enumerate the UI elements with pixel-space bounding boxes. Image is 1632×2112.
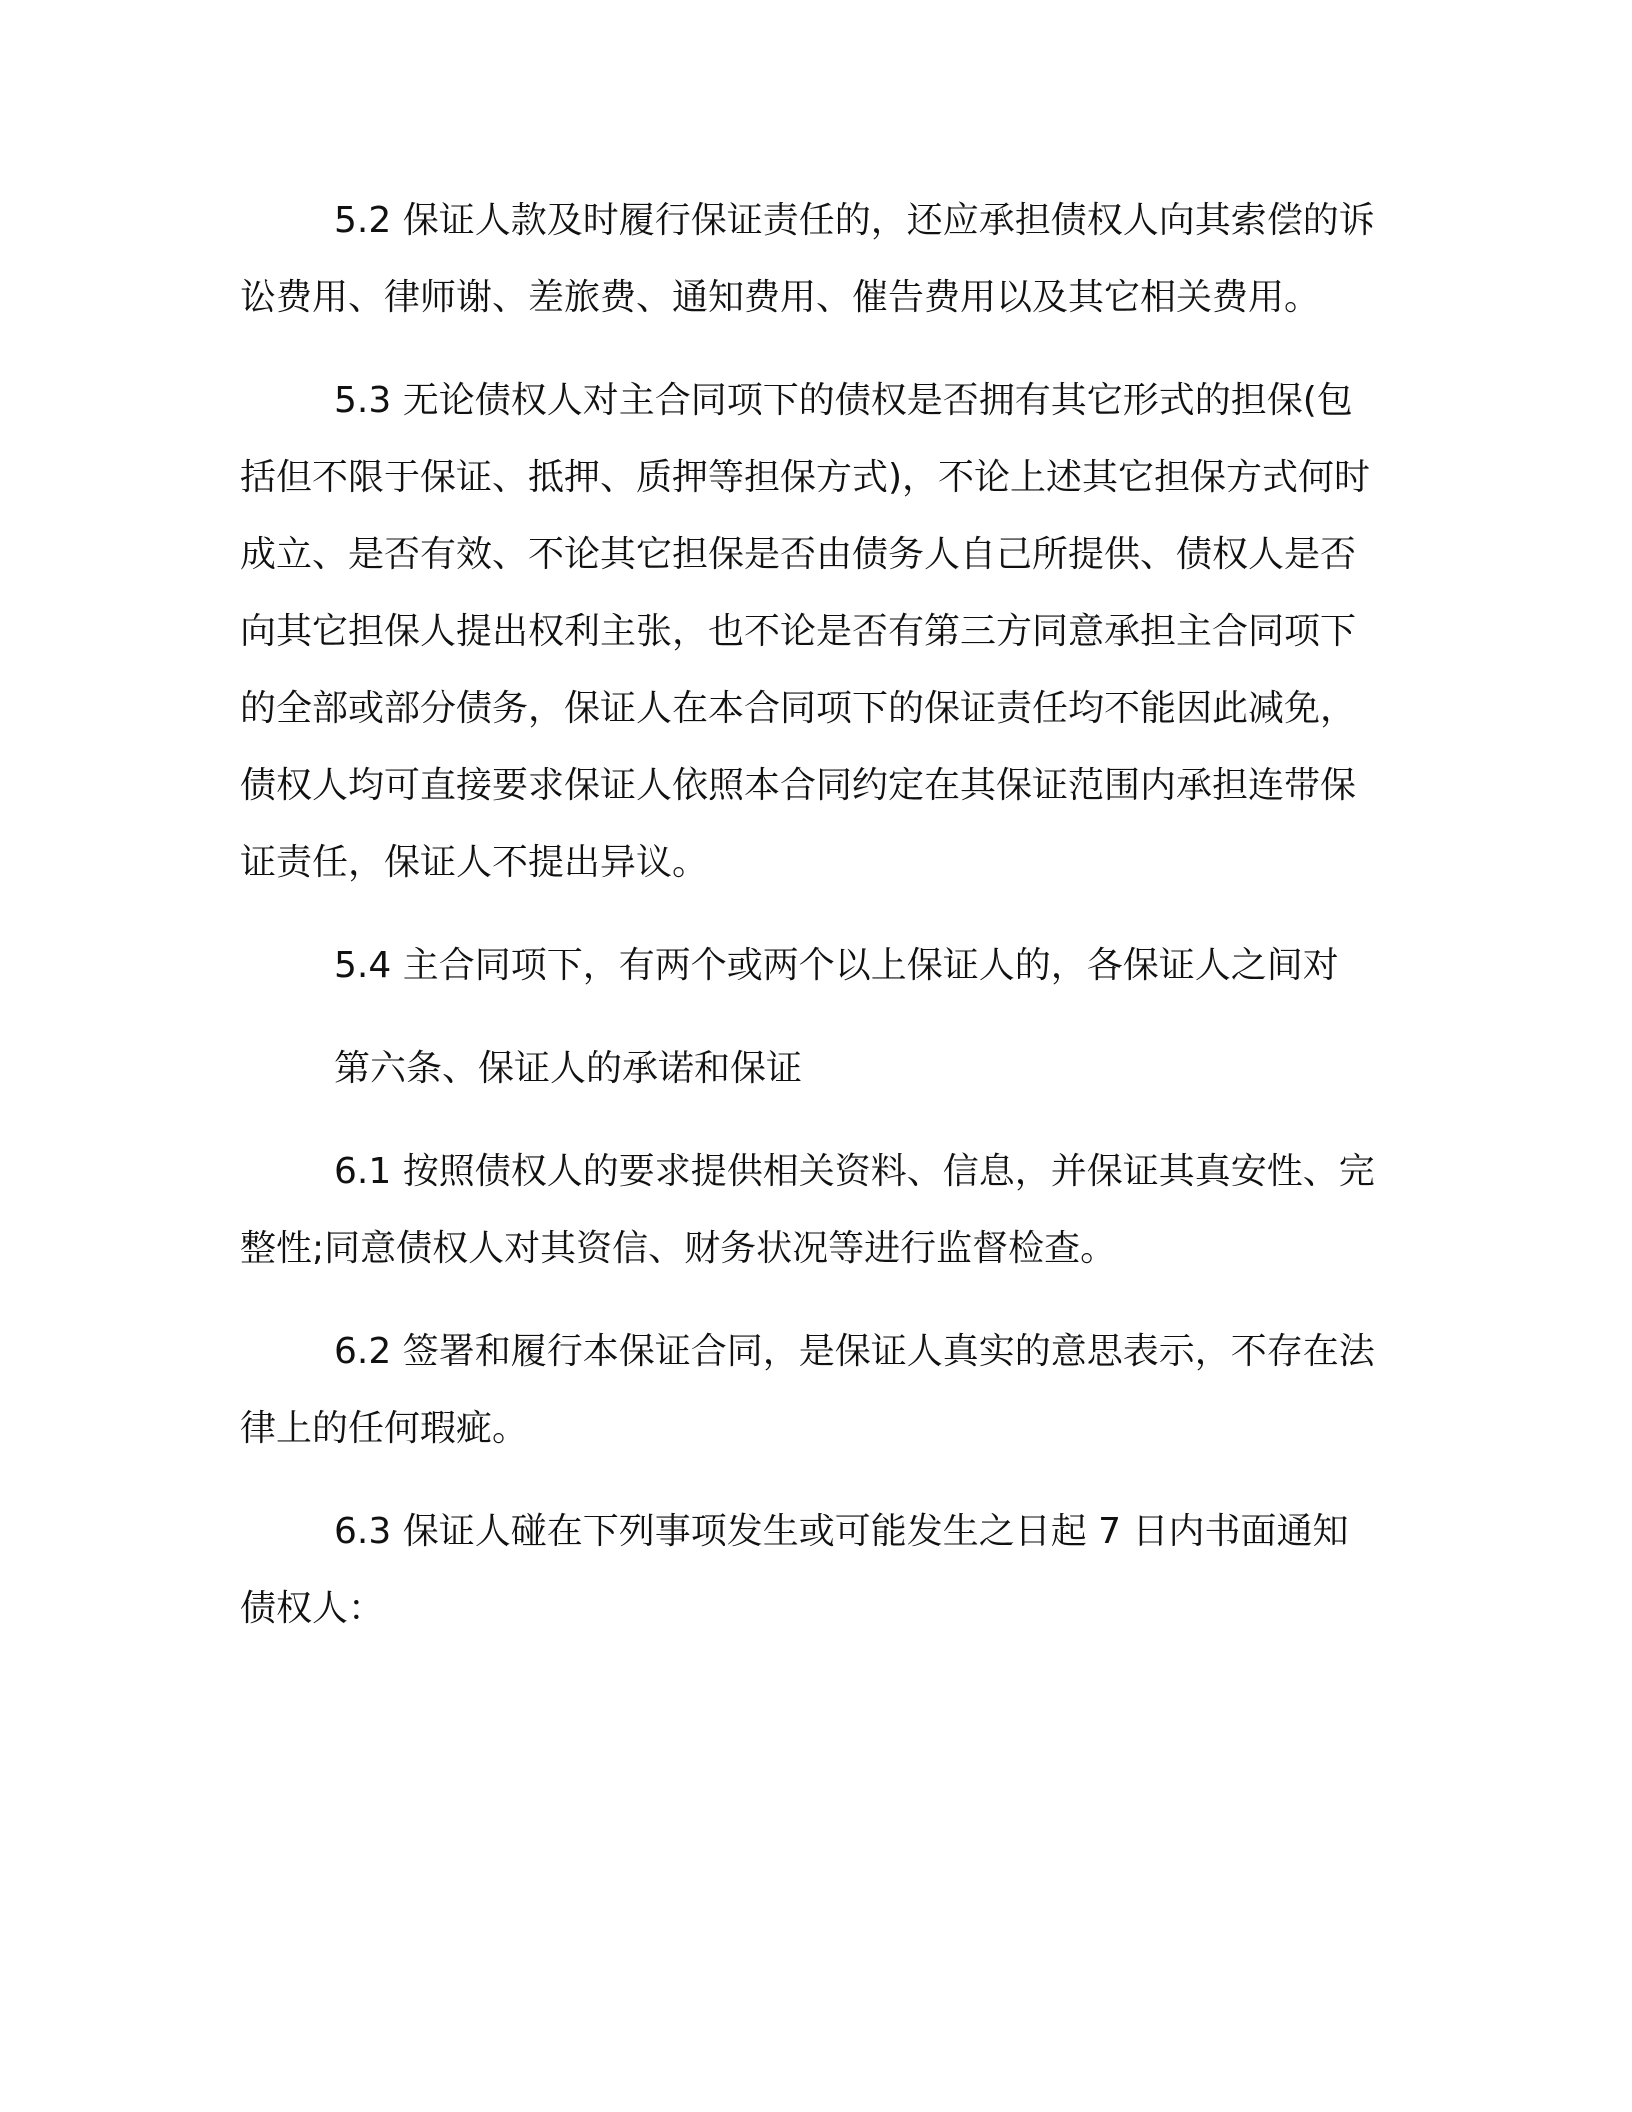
clause-5-2: 5.2 保证人款及时履行保证责任的，还应承担债权人向其索偿的诉讼费用、律师谢、差旅费、通知费用、催告费用以及其它相关费用。 bbox=[240, 200, 1375, 318]
clause-6-1: 6.1 按照债权人的要求提供相关资料、信息，并保证其真安性、完整性;同意债权人对其资信、财务状况等进行监督检查。 bbox=[240, 1151, 1375, 1269]
clause-6-2: 6.2 签署和履行本保证合同，是保证人真实的意思表示，不存在法律上的任何瑕疵。 bbox=[240, 1331, 1375, 1449]
document-body bbox=[240, 182, 1380, 1647]
clause-6-3: 6.3 保证人碰在下列事项发生或可能发生之日起 7 日内书面通知债权人： bbox=[240, 1511, 1349, 1629]
clause-5-3: 5.3 无论债权人对主合同项下的债权是否拥有其它形式的担保(包括但不限于保证、抵押、质押等担保方式)，不论上述其它担保方式何时成立、是否有效、不论其它担保是否由债务人自己所提供、债权人是否向其它担保人提出权利主张，也不论是否有第三方同意承担主合同项下的全部或部分债务，保证人在本合同项下的保证责任均不能因此减免，债权人均可直接要求保证人依照本合同约定在其保证范围内承担连带保证责任，保证人不提出异议。 bbox=[240, 380, 1371, 883]
clause-5-4: 5.4 主合同项下，有两个或两个以上保证人的，各保证人之间对 bbox=[334, 945, 1339, 986]
article-6-heading: 第六条、保证人的承诺和保证 bbox=[334, 1048, 803, 1089]
